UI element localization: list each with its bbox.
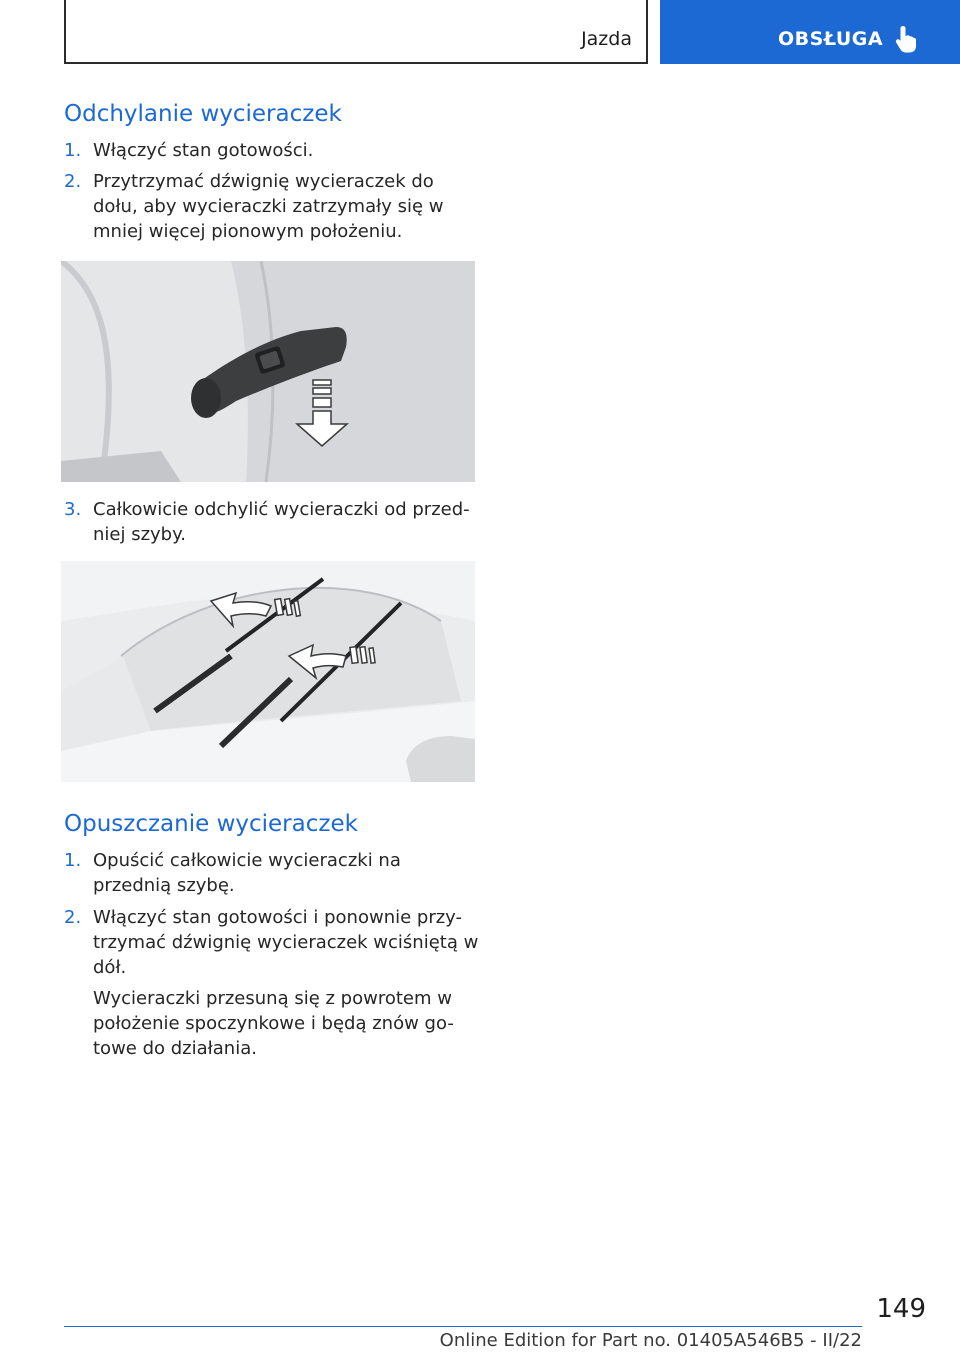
header-chapter-title: OBSŁUGA	[778, 28, 884, 50]
footer-divider	[64, 1326, 862, 1327]
step-item	[64, 905, 484, 980]
step-text: Włączyć stan gotowości.	[93, 140, 314, 161]
header-chapter-tab	[660, 0, 960, 64]
step-number: 2.	[64, 907, 82, 928]
header-section-box	[64, 0, 648, 64]
hand-pointer-icon	[894, 24, 920, 54]
step-note-text: Wycieraczki przesuną się z powrotem w położenie spoczynkowe i będą znów go-towe do działania.	[93, 988, 454, 1059]
step-item	[64, 497, 484, 547]
step-item	[64, 138, 484, 163]
page-number: 149	[876, 1294, 926, 1324]
wipers-raised-photo	[61, 561, 475, 782]
edition-footer: Online Edition for Part no. 01405A546B5 - II/22	[439, 1330, 862, 1351]
step-number: 1.	[64, 850, 82, 871]
step-item	[64, 169, 484, 244]
step-item	[64, 848, 484, 898]
wiper-lever-photo	[61, 261, 475, 482]
step-text: Opuścić całkowicie wycieraczki na przednią szybę.	[93, 850, 401, 896]
header-section-title: Jazda	[581, 28, 632, 50]
step-number: 3.	[64, 499, 82, 520]
step-text: Włączyć stan gotowości i ponownie przy-trzymać dźwignię wycieraczek wciśniętą w dół.	[93, 907, 479, 978]
step-number: 2.	[64, 171, 82, 192]
step-text: Całkowicie odchylić wycieraczki od przed-niej szyby.	[93, 499, 470, 545]
step-text: Przytrzymać dźwignię wycieraczek do dołu, aby wycieraczki zatrzymały się w mniej więcej pionowym położeniu.	[93, 171, 444, 242]
section-heading-lowering: Opuszczanie wycieraczek	[64, 811, 358, 837]
step-note	[64, 986, 484, 1061]
section-heading-tilting: Odchylanie wycieraczek	[64, 101, 342, 127]
step-number: 1.	[64, 140, 82, 161]
